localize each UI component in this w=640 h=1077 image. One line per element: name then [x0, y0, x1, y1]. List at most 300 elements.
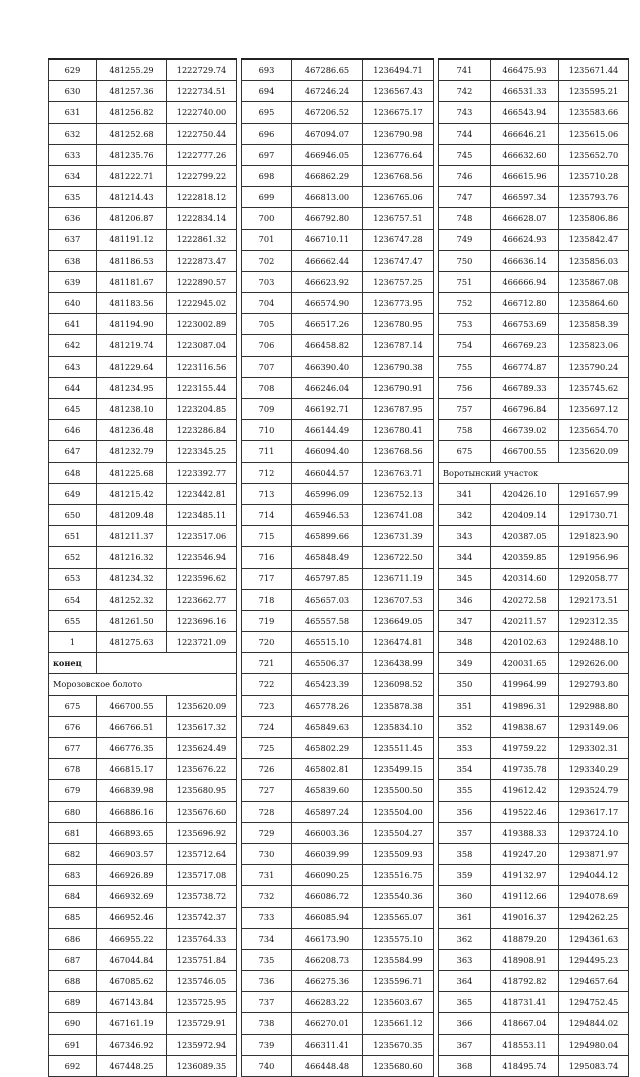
table-row	[49, 59, 237, 81]
table-row	[439, 229, 629, 250]
point-number-cell: 677	[49, 738, 97, 759]
point-number-cell: 740	[242, 1055, 292, 1076]
y-coordinate-cell: 1236741.08	[363, 504, 434, 525]
x-coordinate-cell: 466796.84	[491, 399, 559, 420]
table-row	[439, 420, 629, 441]
point-number-cell: 341	[439, 483, 491, 504]
end-marker: конец	[49, 653, 97, 674]
table-row	[242, 865, 434, 886]
x-coordinate-cell: 481229.64	[97, 356, 167, 377]
x-coordinate-cell: 466574.90	[292, 293, 363, 314]
x-coordinate-cell: 465515.10	[292, 632, 363, 653]
x-coordinate-cell: 466839.98	[97, 780, 167, 801]
point-number-cell: 721	[242, 653, 292, 674]
y-coordinate-cell: 1236494.71	[363, 59, 434, 81]
point-number-cell: 702	[242, 250, 292, 271]
x-coordinate-cell: 466926.89	[97, 865, 167, 886]
table-row	[49, 1055, 237, 1076]
table-row	[242, 1034, 434, 1055]
x-coordinate-cell: 481238.10	[97, 399, 167, 420]
y-coordinate-cell: 1235738.72	[167, 886, 237, 907]
y-coordinate-cell: 1236649.05	[363, 610, 434, 631]
x-coordinate-cell: 419247.20	[491, 843, 559, 864]
x-coordinate-cell: 420314.60	[491, 568, 559, 589]
table-row	[242, 928, 434, 949]
table-row	[49, 907, 237, 928]
point-number-cell: 723	[242, 695, 292, 716]
point-number-cell: 754	[439, 335, 491, 356]
point-number-cell: 736	[242, 971, 292, 992]
table-row	[242, 992, 434, 1013]
x-coordinate-cell: 466531.33	[491, 81, 559, 102]
x-coordinate-cell: 481261.50	[97, 610, 167, 631]
point-number-cell: 346	[439, 589, 491, 610]
y-coordinate-cell: 1223204.85	[167, 399, 237, 420]
point-number-cell: 739	[242, 1034, 292, 1055]
table-row	[242, 695, 434, 716]
section-title: Воротынский участок	[439, 462, 629, 483]
table-row	[49, 314, 237, 335]
point-number-cell: 353	[439, 738, 491, 759]
x-coordinate-cell: 466624.93	[491, 229, 559, 250]
point-number-cell: 641	[49, 314, 97, 335]
table-row	[49, 377, 237, 398]
x-coordinate-cell: 466753.69	[491, 314, 559, 335]
y-coordinate-cell: 1291823.90	[559, 526, 629, 547]
point-number-cell: 350	[439, 674, 491, 695]
y-coordinate-cell: 1223596.62	[167, 568, 237, 589]
point-number-cell: 652	[49, 547, 97, 568]
x-coordinate-cell: 420387.05	[491, 526, 559, 547]
point-number-cell: 714	[242, 504, 292, 525]
table-row	[439, 335, 629, 356]
y-coordinate-cell: 1235676.22	[167, 759, 237, 780]
table-row	[49, 462, 237, 483]
x-coordinate-cell: 420211.57	[491, 610, 559, 631]
x-coordinate-cell: 466517.26	[292, 314, 363, 335]
y-coordinate-cell: 1223662.77	[167, 589, 237, 610]
table-row	[439, 886, 629, 907]
point-number-cell: 747	[439, 187, 491, 208]
point-number-cell: 632	[49, 123, 97, 144]
table-row	[439, 674, 629, 695]
y-coordinate-cell: 1235746.05	[167, 971, 237, 992]
point-number-cell: 366	[439, 1013, 491, 1034]
point-number-cell: 643	[49, 356, 97, 377]
point-number-cell: 732	[242, 886, 292, 907]
x-coordinate-cell: 466085.94	[292, 907, 363, 928]
x-coordinate-cell: 481236.48	[97, 420, 167, 441]
point-number-cell: 711	[242, 441, 292, 462]
x-coordinate-cell: 467346.92	[97, 1034, 167, 1055]
table-row	[49, 144, 237, 165]
y-coordinate-cell: 1235615.06	[559, 123, 629, 144]
table-row	[242, 377, 434, 398]
x-coordinate-cell: 481211.37	[97, 526, 167, 547]
point-number-cell: 634	[49, 165, 97, 186]
x-coordinate-cell: 467206.52	[292, 102, 363, 123]
y-coordinate-cell: 1294752.45	[559, 992, 629, 1013]
y-coordinate-cell: 1235680.95	[167, 780, 237, 801]
x-coordinate-cell: 466700.55	[491, 441, 559, 462]
table-row	[439, 1034, 629, 1055]
y-coordinate-cell: 1223345.25	[167, 441, 237, 462]
point-number-cell: 345	[439, 568, 491, 589]
x-coordinate-cell: 466815.17	[97, 759, 167, 780]
y-coordinate-cell: 1235697.12	[559, 399, 629, 420]
x-coordinate-cell: 418731.41	[491, 992, 559, 1013]
table-row	[242, 971, 434, 992]
point-number-cell: 636	[49, 208, 97, 229]
x-coordinate-cell: 465897.24	[292, 801, 363, 822]
x-coordinate-cell: 466632.60	[491, 144, 559, 165]
point-number-cell: 630	[49, 81, 97, 102]
y-coordinate-cell: 1235823.06	[559, 335, 629, 356]
table-row	[242, 123, 434, 144]
y-coordinate-cell: 1223721.09	[167, 632, 237, 653]
y-coordinate-cell: 1293340.29	[559, 759, 629, 780]
table-row	[242, 674, 434, 695]
y-coordinate-cell: 1294657.64	[559, 971, 629, 992]
point-number-cell: 707	[242, 356, 292, 377]
x-coordinate-cell: 466813.00	[292, 187, 363, 208]
table-row	[439, 632, 629, 653]
x-coordinate-cell: 418792.82	[491, 971, 559, 992]
point-number-cell: 684	[49, 886, 97, 907]
y-coordinate-cell: 1292626.00	[559, 653, 629, 674]
point-number-cell: 638	[49, 250, 97, 271]
table-row	[49, 822, 237, 843]
point-number-cell: 726	[242, 759, 292, 780]
point-number-cell: 642	[49, 335, 97, 356]
table-row	[439, 716, 629, 737]
table-row	[49, 992, 237, 1013]
table-row	[439, 801, 629, 822]
table-row	[439, 971, 629, 992]
x-coordinate-cell: 466283.22	[292, 992, 363, 1013]
table-row	[439, 547, 629, 568]
x-coordinate-cell: 419016.37	[491, 907, 559, 928]
table-row	[439, 504, 629, 525]
table-row	[439, 568, 629, 589]
table-row	[439, 1013, 629, 1034]
point-number-cell: 639	[49, 271, 97, 292]
y-coordinate-cell: 1236790.91	[363, 377, 434, 398]
table-row	[439, 928, 629, 949]
y-coordinate-cell: 1236098.52	[363, 674, 434, 695]
y-coordinate-cell: 1223485.11	[167, 504, 237, 525]
x-coordinate-cell: 466955.22	[97, 928, 167, 949]
x-coordinate-cell: 481181.67	[97, 271, 167, 292]
x-coordinate-cell: 466662.44	[292, 250, 363, 271]
point-number-cell: 364	[439, 971, 491, 992]
point-number-cell: 724	[242, 716, 292, 737]
y-coordinate-cell: 1236780.95	[363, 314, 434, 335]
x-coordinate-cell: 465849.63	[292, 716, 363, 737]
table-row	[439, 865, 629, 886]
table-row	[439, 738, 629, 759]
x-coordinate-cell: 481275.63	[97, 632, 167, 653]
table-row	[49, 250, 237, 271]
x-coordinate-cell: 481234.95	[97, 377, 167, 398]
table-row	[49, 208, 237, 229]
point-number-cell: 355	[439, 780, 491, 801]
x-coordinate-cell: 467246.24	[292, 81, 363, 102]
point-number-cell: 343	[439, 526, 491, 547]
x-coordinate-cell: 419388.33	[491, 822, 559, 843]
point-number-cell: 679	[49, 780, 97, 801]
x-coordinate-cell: 481232.79	[97, 441, 167, 462]
y-coordinate-cell: 1291730.71	[559, 504, 629, 525]
x-coordinate-cell: 466946.05	[292, 144, 363, 165]
x-coordinate-cell: 481225.68	[97, 462, 167, 483]
point-number-cell: 727	[242, 780, 292, 801]
table-row	[439, 165, 629, 186]
point-number-cell: 695	[242, 102, 292, 123]
x-coordinate-cell: 466862.29	[292, 165, 363, 186]
y-coordinate-cell: 1235729.91	[167, 1013, 237, 1034]
y-coordinate-cell: 1235671.44	[559, 59, 629, 81]
y-coordinate-cell: 1294495.23	[559, 949, 629, 970]
y-coordinate-cell: 1235696.92	[167, 822, 237, 843]
x-coordinate-cell: 465778.26	[292, 695, 363, 716]
table-row	[49, 229, 237, 250]
point-number-cell: 633	[49, 144, 97, 165]
x-coordinate-cell: 419838.67	[491, 716, 559, 737]
y-coordinate-cell: 1223002.89	[167, 314, 237, 335]
point-number-cell: 675	[439, 441, 491, 462]
y-coordinate-cell: 1236768.56	[363, 165, 434, 186]
table-row	[242, 483, 434, 504]
table-row	[439, 293, 629, 314]
x-coordinate-cell: 466039.99	[292, 843, 363, 864]
y-coordinate-cell: 1236747.28	[363, 229, 434, 250]
y-coordinate-cell: 1235620.09	[559, 441, 629, 462]
table-row	[49, 1034, 237, 1055]
table-row	[49, 716, 237, 737]
x-coordinate-cell: 481206.87	[97, 208, 167, 229]
y-coordinate-cell: 1294844.02	[559, 1013, 629, 1034]
y-coordinate-cell: 1222799.22	[167, 165, 237, 186]
x-coordinate-cell: 465802.81	[292, 759, 363, 780]
x-coordinate-cell: 467286.65	[292, 59, 363, 81]
table-row	[439, 250, 629, 271]
table-row	[242, 102, 434, 123]
table-row	[49, 801, 237, 822]
table-row	[439, 780, 629, 801]
empty-cell	[97, 653, 237, 674]
point-number-cell: 728	[242, 801, 292, 822]
table-row	[439, 1055, 629, 1076]
point-number-cell: 644	[49, 377, 97, 398]
y-coordinate-cell: 1222740.00	[167, 102, 237, 123]
x-coordinate-cell: 466192.71	[292, 399, 363, 420]
table-row	[49, 738, 237, 759]
table-row	[242, 314, 434, 335]
point-number-cell: 756	[439, 377, 491, 398]
table-row	[439, 589, 629, 610]
y-coordinate-cell: 1236675.17	[363, 102, 434, 123]
point-number-cell: 725	[242, 738, 292, 759]
y-coordinate-cell: 1236787.95	[363, 399, 434, 420]
table-row	[49, 123, 237, 144]
y-coordinate-cell: 1222890.57	[167, 271, 237, 292]
y-coordinate-cell: 1222729.74	[167, 59, 237, 81]
x-coordinate-cell: 466739.02	[491, 420, 559, 441]
table-row	[242, 886, 434, 907]
table-row	[439, 907, 629, 928]
y-coordinate-cell: 1235842.47	[559, 229, 629, 250]
table-row	[49, 780, 237, 801]
x-coordinate-cell: 467143.84	[97, 992, 167, 1013]
x-coordinate-cell: 466628.07	[491, 208, 559, 229]
point-number-cell: 697	[242, 144, 292, 165]
y-coordinate-cell: 1236763.71	[363, 462, 434, 483]
x-coordinate-cell: 467094.07	[292, 123, 363, 144]
y-coordinate-cell: 1235864.60	[559, 293, 629, 314]
y-coordinate-cell: 1223087.04	[167, 335, 237, 356]
point-number-cell: 678	[49, 759, 97, 780]
y-coordinate-cell: 1223546.94	[167, 547, 237, 568]
y-coordinate-cell: 1236780.41	[363, 420, 434, 441]
x-coordinate-cell: 481252.68	[97, 123, 167, 144]
table-row	[439, 314, 629, 335]
y-coordinate-cell: 1235620.09	[167, 695, 237, 716]
x-coordinate-cell: 465802.29	[292, 738, 363, 759]
table-row	[49, 949, 237, 970]
y-coordinate-cell: 1235499.15	[363, 759, 434, 780]
x-coordinate-cell: 466246.04	[292, 377, 363, 398]
table-row	[242, 1055, 434, 1076]
coordinate-table-column-2	[241, 58, 434, 1077]
table-row	[49, 165, 237, 186]
table-row	[242, 716, 434, 737]
y-coordinate-cell: 1235617.32	[167, 716, 237, 737]
x-coordinate-cell: 465797.85	[292, 568, 363, 589]
y-coordinate-cell: 1235565.07	[363, 907, 434, 928]
x-coordinate-cell: 465946.53	[292, 504, 363, 525]
y-coordinate-cell: 1235856.03	[559, 250, 629, 271]
table-row	[49, 187, 237, 208]
y-coordinate-cell: 1235751.84	[167, 949, 237, 970]
table-row	[49, 632, 237, 653]
y-coordinate-cell: 1236757.25	[363, 271, 434, 292]
x-coordinate-cell: 466448.48	[292, 1055, 363, 1076]
point-number-cell: 717	[242, 568, 292, 589]
table-row	[439, 759, 629, 780]
point-number-cell: 751	[439, 271, 491, 292]
x-coordinate-cell: 418667.04	[491, 1013, 559, 1034]
point-number-cell: 344	[439, 547, 491, 568]
point-number-cell: 361	[439, 907, 491, 928]
table-row	[242, 356, 434, 377]
point-number-cell: 699	[242, 187, 292, 208]
x-coordinate-cell: 466173.90	[292, 928, 363, 949]
point-number-cell: 713	[242, 483, 292, 504]
table-row	[242, 780, 434, 801]
x-coordinate-cell: 467044.84	[97, 949, 167, 970]
table-row	[439, 441, 629, 462]
point-number-cell: 689	[49, 992, 97, 1013]
x-coordinate-cell: 481252.32	[97, 589, 167, 610]
table-row	[49, 526, 237, 547]
y-coordinate-cell: 1223392.77	[167, 462, 237, 483]
point-number-cell: 648	[49, 462, 97, 483]
y-coordinate-cell: 1235670.35	[363, 1034, 434, 1055]
x-coordinate-cell: 466270.01	[292, 1013, 363, 1034]
point-number-cell: 722	[242, 674, 292, 695]
y-coordinate-cell: 1235516.75	[363, 865, 434, 886]
y-coordinate-cell: 1236768.56	[363, 441, 434, 462]
x-coordinate-cell: 418908.91	[491, 949, 559, 970]
x-coordinate-cell: 465839.60	[292, 780, 363, 801]
y-coordinate-cell: 1235867.08	[559, 271, 629, 292]
y-coordinate-cell: 1235603.67	[363, 992, 434, 1013]
x-coordinate-cell: 466646.21	[491, 123, 559, 144]
x-coordinate-cell: 466390.40	[292, 356, 363, 377]
y-coordinate-cell: 1295083.74	[559, 1055, 629, 1076]
y-coordinate-cell: 1236567.43	[363, 81, 434, 102]
point-number-cell: 348	[439, 632, 491, 653]
coordinate-table-column-3	[438, 58, 629, 1077]
table-row	[49, 420, 237, 441]
y-coordinate-cell: 1236752.13	[363, 483, 434, 504]
y-coordinate-cell: 1235624.49	[167, 738, 237, 759]
x-coordinate-cell: 465657.03	[292, 589, 363, 610]
point-number-cell: 705	[242, 314, 292, 335]
x-coordinate-cell: 419112.66	[491, 886, 559, 907]
y-coordinate-cell: 1235596.71	[363, 971, 434, 992]
point-number-cell: 718	[242, 589, 292, 610]
table-row	[242, 335, 434, 356]
y-coordinate-cell: 1223696.16	[167, 610, 237, 631]
x-coordinate-cell: 481216.32	[97, 547, 167, 568]
table-row	[242, 187, 434, 208]
y-coordinate-cell: 1222734.51	[167, 81, 237, 102]
x-coordinate-cell: 481209.48	[97, 504, 167, 525]
table-row	[439, 653, 629, 674]
point-number-cell: 698	[242, 165, 292, 186]
x-coordinate-cell: 466543.94	[491, 102, 559, 123]
point-number-cell: 640	[49, 293, 97, 314]
y-coordinate-cell: 1235583.66	[559, 102, 629, 123]
x-coordinate-cell: 418553.11	[491, 1034, 559, 1055]
point-number-cell: 687	[49, 949, 97, 970]
point-number-cell: 737	[242, 992, 292, 1013]
point-number-cell: 749	[439, 229, 491, 250]
table-row	[439, 377, 629, 398]
x-coordinate-cell: 466475.93	[491, 59, 559, 81]
table-row	[242, 822, 434, 843]
table-row	[439, 59, 629, 81]
y-coordinate-cell: 1235584.99	[363, 949, 434, 970]
x-coordinate-cell: 466789.33	[491, 377, 559, 398]
point-number-cell: 681	[49, 822, 97, 843]
point-number-cell: 352	[439, 716, 491, 737]
y-coordinate-cell: 1236773.95	[363, 293, 434, 314]
table-row	[439, 102, 629, 123]
x-coordinate-cell: 466458.82	[292, 335, 363, 356]
table-row	[49, 589, 237, 610]
y-coordinate-cell: 1293302.31	[559, 738, 629, 759]
y-coordinate-cell: 1222750.44	[167, 123, 237, 144]
x-coordinate-cell: 419132.97	[491, 865, 559, 886]
point-number-cell: 703	[242, 271, 292, 292]
y-coordinate-cell: 1222818.12	[167, 187, 237, 208]
point-number-cell: 701	[242, 229, 292, 250]
point-number-cell: 356	[439, 801, 491, 822]
point-number-cell: 358	[439, 843, 491, 864]
